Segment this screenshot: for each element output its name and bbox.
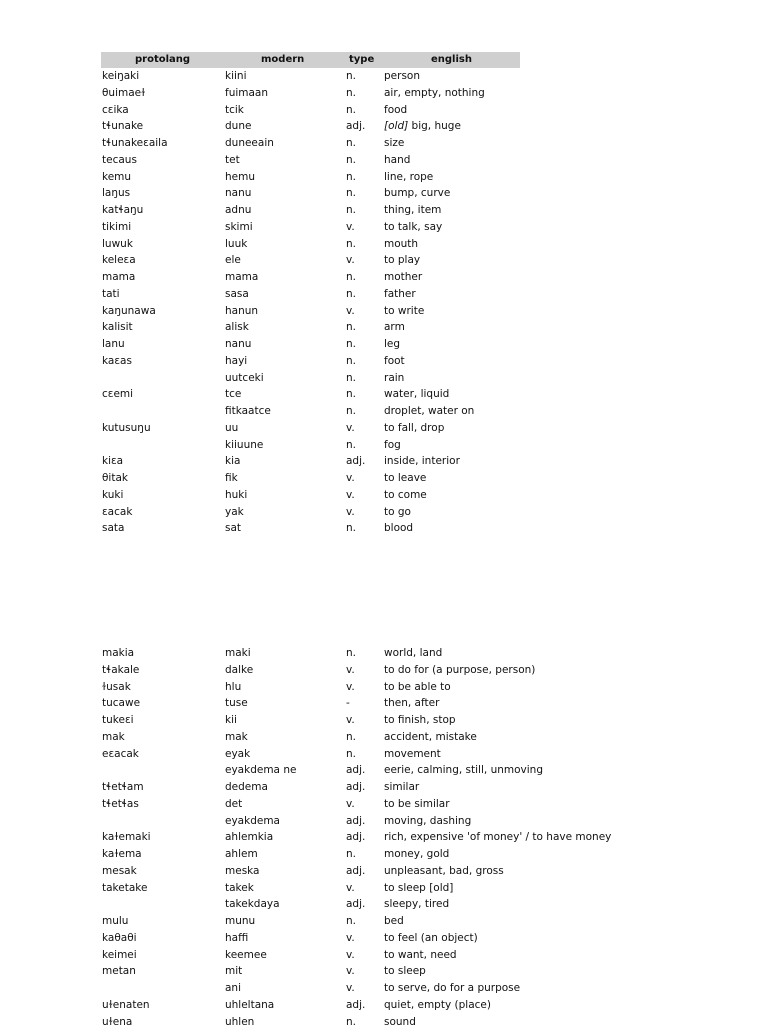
modern-cell: meska [225,864,260,877]
type-cell: v. [346,254,355,267]
modern-cell: mama [225,271,259,283]
modern-cell: duneeain [225,137,274,149]
type-cell: v. [346,881,355,894]
type-cell: n. [346,187,356,200]
english-cell: movement [384,747,441,760]
type-cell: v. [346,488,355,501]
type-cell: n. [346,730,356,743]
protolang-cell: θitak [102,472,128,484]
protolang-cell: tɬetɬam [102,781,144,793]
modern-cell: dalke [225,663,254,676]
english-cell: bump, curve [384,187,451,200]
type-cell: n. [346,287,356,300]
protolang-cell: tikimi [102,220,132,233]
modern-cell: takek [225,881,254,894]
protolang-cell: tɬunake [102,120,144,133]
type-cell: n. [346,153,356,166]
modern-cell: sat [225,522,242,535]
table-row [0,712,768,728]
modern-cell: takekdaya [225,898,280,911]
modern-cell: huki [225,488,248,501]
table-row [0,169,768,185]
type-cell: n. [346,1015,356,1028]
table-row [0,370,768,386]
modern-cell: adnu [225,204,252,216]
english-cell: to sleep [384,965,426,978]
table-row [0,420,768,436]
modern-cell: eyakdema [225,814,280,827]
table-row [0,779,768,795]
header-type: type [349,54,375,65]
type-cell: v. [346,220,355,233]
protolang-cell: laŋus [102,187,131,200]
type-cell: n. [346,103,356,116]
table-row [0,930,768,946]
modern-cell: keemee [225,948,267,961]
english-cell: to be similar [384,797,450,810]
type-cell: v. [346,965,355,978]
protolang-cell: θuimaeɫ [102,86,146,99]
modern-cell: fuimaan [225,86,269,99]
modern-cell: ahlem [225,848,258,860]
table-row [0,269,768,285]
type-cell: adj. [346,120,366,133]
english-cell: line, rope [384,170,434,183]
modern-cell: dune [225,120,252,133]
modern-cell: alisk [225,321,249,334]
modern-cell: fitkaatce [225,405,271,417]
english-cell: accident, mistake [384,730,477,743]
protolang-cell: kiɛa [102,455,124,468]
english-cell: rain [384,371,405,384]
protolang-cell: mesak [102,864,137,877]
table-row [0,729,768,745]
table-row [0,1014,768,1030]
table-row [0,453,768,469]
english-cell [384,118,461,134]
modern-cell: tcik [225,103,244,116]
english-cell: unpleasant, bad, gross [384,864,504,877]
modern-cell: yak [225,505,244,518]
protolang-cell: kaɫemaki [102,831,151,844]
modern-cell: uhlen [225,1015,255,1028]
english-cell: to finish, stop [384,714,456,726]
protolang-cell: lanu [102,338,125,350]
english-cell: quiet, empty (place) [384,998,491,1011]
protolang-cell: kaɫema [102,848,142,860]
english-cell: hand [384,153,411,166]
english-cell: to go [384,505,411,518]
protolang-cell: tucawe [102,697,141,710]
modern-cell: uu [225,421,239,434]
table-row [0,504,768,520]
type-cell: v. [346,472,355,484]
type-cell: n. [346,747,356,760]
english-cell: leg [384,338,401,350]
protolang-cell: cɛika [102,103,129,116]
english-cell: sound [384,1015,416,1028]
type-cell: n. [346,371,356,384]
modern-cell: tuse [225,697,248,710]
english-cell: foot [384,354,405,367]
table-row [0,319,768,335]
type-cell: v. [346,680,355,693]
english-cell: to serve, do for a purpose [384,982,521,994]
english-cell: to leave [384,472,427,484]
type-cell: n. [346,204,356,216]
protolang-cell: sata [102,522,125,535]
type-cell: n. [346,848,356,860]
protolang-cell: cɛemi [102,388,134,401]
table-row [0,813,768,829]
type-cell: adj. [346,864,366,877]
table-row [0,679,768,695]
protolang-cell: taketake [102,881,148,894]
english-tag: [old] [384,120,409,133]
protolang-cell: kaθaθi [102,931,137,944]
type-cell: n. [346,321,356,334]
table-row [0,152,768,168]
table-row [0,520,768,536]
english-cell: mother [384,271,423,283]
type-cell: adj. [346,831,366,844]
modern-cell: tet [225,153,240,166]
type-cell: n. [346,405,356,417]
protolang-cell: tukeɛi [102,714,134,726]
modern-cell: ahlemkia [225,831,274,844]
table-row [0,645,768,661]
table-row [0,997,768,1013]
type-cell: adj. [346,764,366,777]
type-cell: v. [346,982,355,994]
table-row [0,135,768,151]
modern-cell: munu [225,915,256,927]
type-cell: n. [346,86,356,99]
type-cell: adj. [346,998,366,1011]
table-row [0,880,768,896]
table-row [0,336,768,352]
english-cell: to play [384,254,421,267]
modern-cell: nanu [225,338,252,350]
header-modern: modern [261,54,305,65]
modern-cell: hlu [225,680,242,693]
english-cell: rich, expensive 'of money' / to have money [384,831,612,844]
type-cell: v. [346,931,355,944]
protolang-cell: uɫena [102,1015,133,1028]
type-cell: n. [346,915,356,927]
table-row [0,102,768,118]
modern-cell: nanu [225,187,252,200]
modern-cell: kii [225,714,237,726]
protolang-cell: mak [102,730,125,743]
english-cell: eerie, calming, still, unmoving [384,764,543,777]
protolang-cell: tɬunakeɛaila [102,137,168,149]
table-row [0,403,768,419]
modern-cell: luuk [225,237,248,250]
table-row [0,286,768,302]
table-row [0,695,768,711]
type-cell: n. [346,647,356,659]
table-row [0,762,768,778]
type-cell: adj. [346,814,366,827]
english-cell: to talk, say [384,220,443,233]
protolang-cell: kaɛas [102,354,132,367]
header-english: english [431,54,472,65]
english-text: big, huge [408,120,461,133]
english-cell: inside, interior [384,455,460,468]
modern-cell: fik [225,472,238,484]
type-cell: v. [346,714,355,726]
modern-cell: haffi [225,931,249,944]
english-cell: to be able to [384,680,451,693]
table-row [0,85,768,101]
english-cell: fog [384,438,401,451]
protolang-cell: mulu [102,915,129,927]
table-row [0,386,768,402]
table-row [0,118,768,134]
table-row [0,252,768,268]
type-cell: v. [346,663,355,676]
modern-cell: maki [225,647,251,659]
protolang-cell: katɬaŋu [102,204,144,216]
type-cell: n. [346,522,356,535]
protolang-cell: tati [102,287,120,300]
type-cell: adj. [346,781,366,793]
protolang-cell: mama [102,271,136,283]
english-cell: similar [384,781,420,793]
type-cell: n. [346,271,356,283]
type-cell: v. [346,304,355,317]
protolang-cell: tɬakale [102,663,140,676]
table-row [0,829,768,845]
protolang-cell: tecaus [102,153,137,166]
modern-cell: tce [225,388,242,401]
type-cell: adj. [346,898,366,911]
english-cell: then, after [384,697,440,710]
table-row [0,863,768,879]
type-cell: n. [346,438,356,451]
table-row [0,219,768,235]
protolang-cell: uɫenaten [102,998,150,1011]
table-row [0,662,768,678]
protolang-cell: keimei [102,948,137,961]
table-row [0,353,768,369]
table-row [0,470,768,486]
type-cell: n. [346,137,356,149]
protolang-cell: kutusuŋu [102,421,151,434]
modern-cell: hemu [225,170,255,183]
table-row [0,303,768,319]
type-cell: v. [346,421,355,434]
modern-cell: ani [225,982,242,994]
protolang-cell: kuki [102,488,124,501]
table-row [0,746,768,762]
english-cell: to come [384,488,427,501]
english-cell: food [384,103,408,116]
modern-cell: skimi [225,220,253,233]
table-row [0,896,768,912]
table-row [0,980,768,996]
english-cell: water, liquid [384,388,450,401]
protolang-cell: kaŋunawa [102,304,156,317]
type-cell: v. [346,948,355,961]
table-row [0,947,768,963]
english-cell: air, empty, nothing [384,86,485,99]
english-cell: to fall, drop [384,421,445,434]
english-cell: to do for (a purpose, person) [384,663,536,676]
protolang-cell: metan [102,965,136,978]
protolang-cell: makia [102,647,135,659]
protolang-cell: tɬetɬas [102,797,139,810]
table-row [0,913,768,929]
protolang-cell: keiŋaki [102,70,140,82]
english-cell: blood [384,522,414,535]
table-row [0,796,768,812]
modern-cell: hanun [225,304,259,317]
protolang-cell: luwuk [102,237,133,250]
type-cell: v. [346,505,355,518]
table-row [0,487,768,503]
english-cell: sleepy, tired [384,898,450,911]
modern-cell: eyakdema ne [225,764,297,777]
table-row [0,185,768,201]
english-cell: person [384,70,420,82]
type-cell: adj. [346,455,366,468]
protolang-cell: ɛacak [102,505,133,518]
table-row [0,846,768,862]
type-cell: n. [346,388,356,401]
protolang-cell: eɛacak [102,747,139,760]
modern-cell: kia [225,455,241,468]
type-cell: n. [346,70,356,82]
type-cell: - [346,697,350,710]
modern-cell: hayi [225,354,248,367]
header-protolang: protolang [135,54,191,65]
type-cell: n. [346,354,356,367]
modern-cell: uhleltana [225,998,275,1011]
table-row [0,437,768,453]
type-cell: v. [346,797,355,810]
type-cell: n. [346,237,356,250]
english-cell: to sleep [old] [384,881,454,894]
english-cell: money, gold [384,848,450,860]
protolang-cell: keleɛa [102,254,136,267]
modern-cell: dedema [225,781,268,793]
table-row [0,963,768,979]
modern-cell: kiiuune [225,438,264,451]
modern-cell: mit [225,965,243,978]
modern-cell: mak [225,730,248,743]
protolang-cell: kalisit [102,321,133,334]
modern-cell: sasa [225,287,249,300]
type-cell: n. [346,170,356,183]
english-cell: droplet, water on [384,405,475,417]
english-cell: to feel (an object) [384,931,478,944]
english-cell: bed [384,915,404,927]
english-cell: moving, dashing [384,814,472,827]
modern-cell: eyak [225,747,251,760]
modern-cell: ele [225,254,241,267]
table-row [0,202,768,218]
english-cell: world, land [384,647,443,659]
english-cell: mouth [384,237,419,250]
protolang-cell: kemu [102,170,132,183]
table-row [0,236,768,252]
english-cell: to write [384,304,425,317]
modern-cell: kiini [225,70,247,82]
type-cell: n. [346,338,356,350]
english-cell: arm [384,321,405,334]
english-cell: thing, item [384,204,442,216]
english-cell: father [384,287,416,300]
english-cell: size [384,137,405,149]
modern-cell: uutceki [225,371,264,384]
modern-cell: det [225,797,243,810]
protolang-cell: ɫusak [102,680,131,693]
table-row [0,68,768,84]
english-cell: to want, need [384,948,457,961]
table-header [101,52,520,68]
